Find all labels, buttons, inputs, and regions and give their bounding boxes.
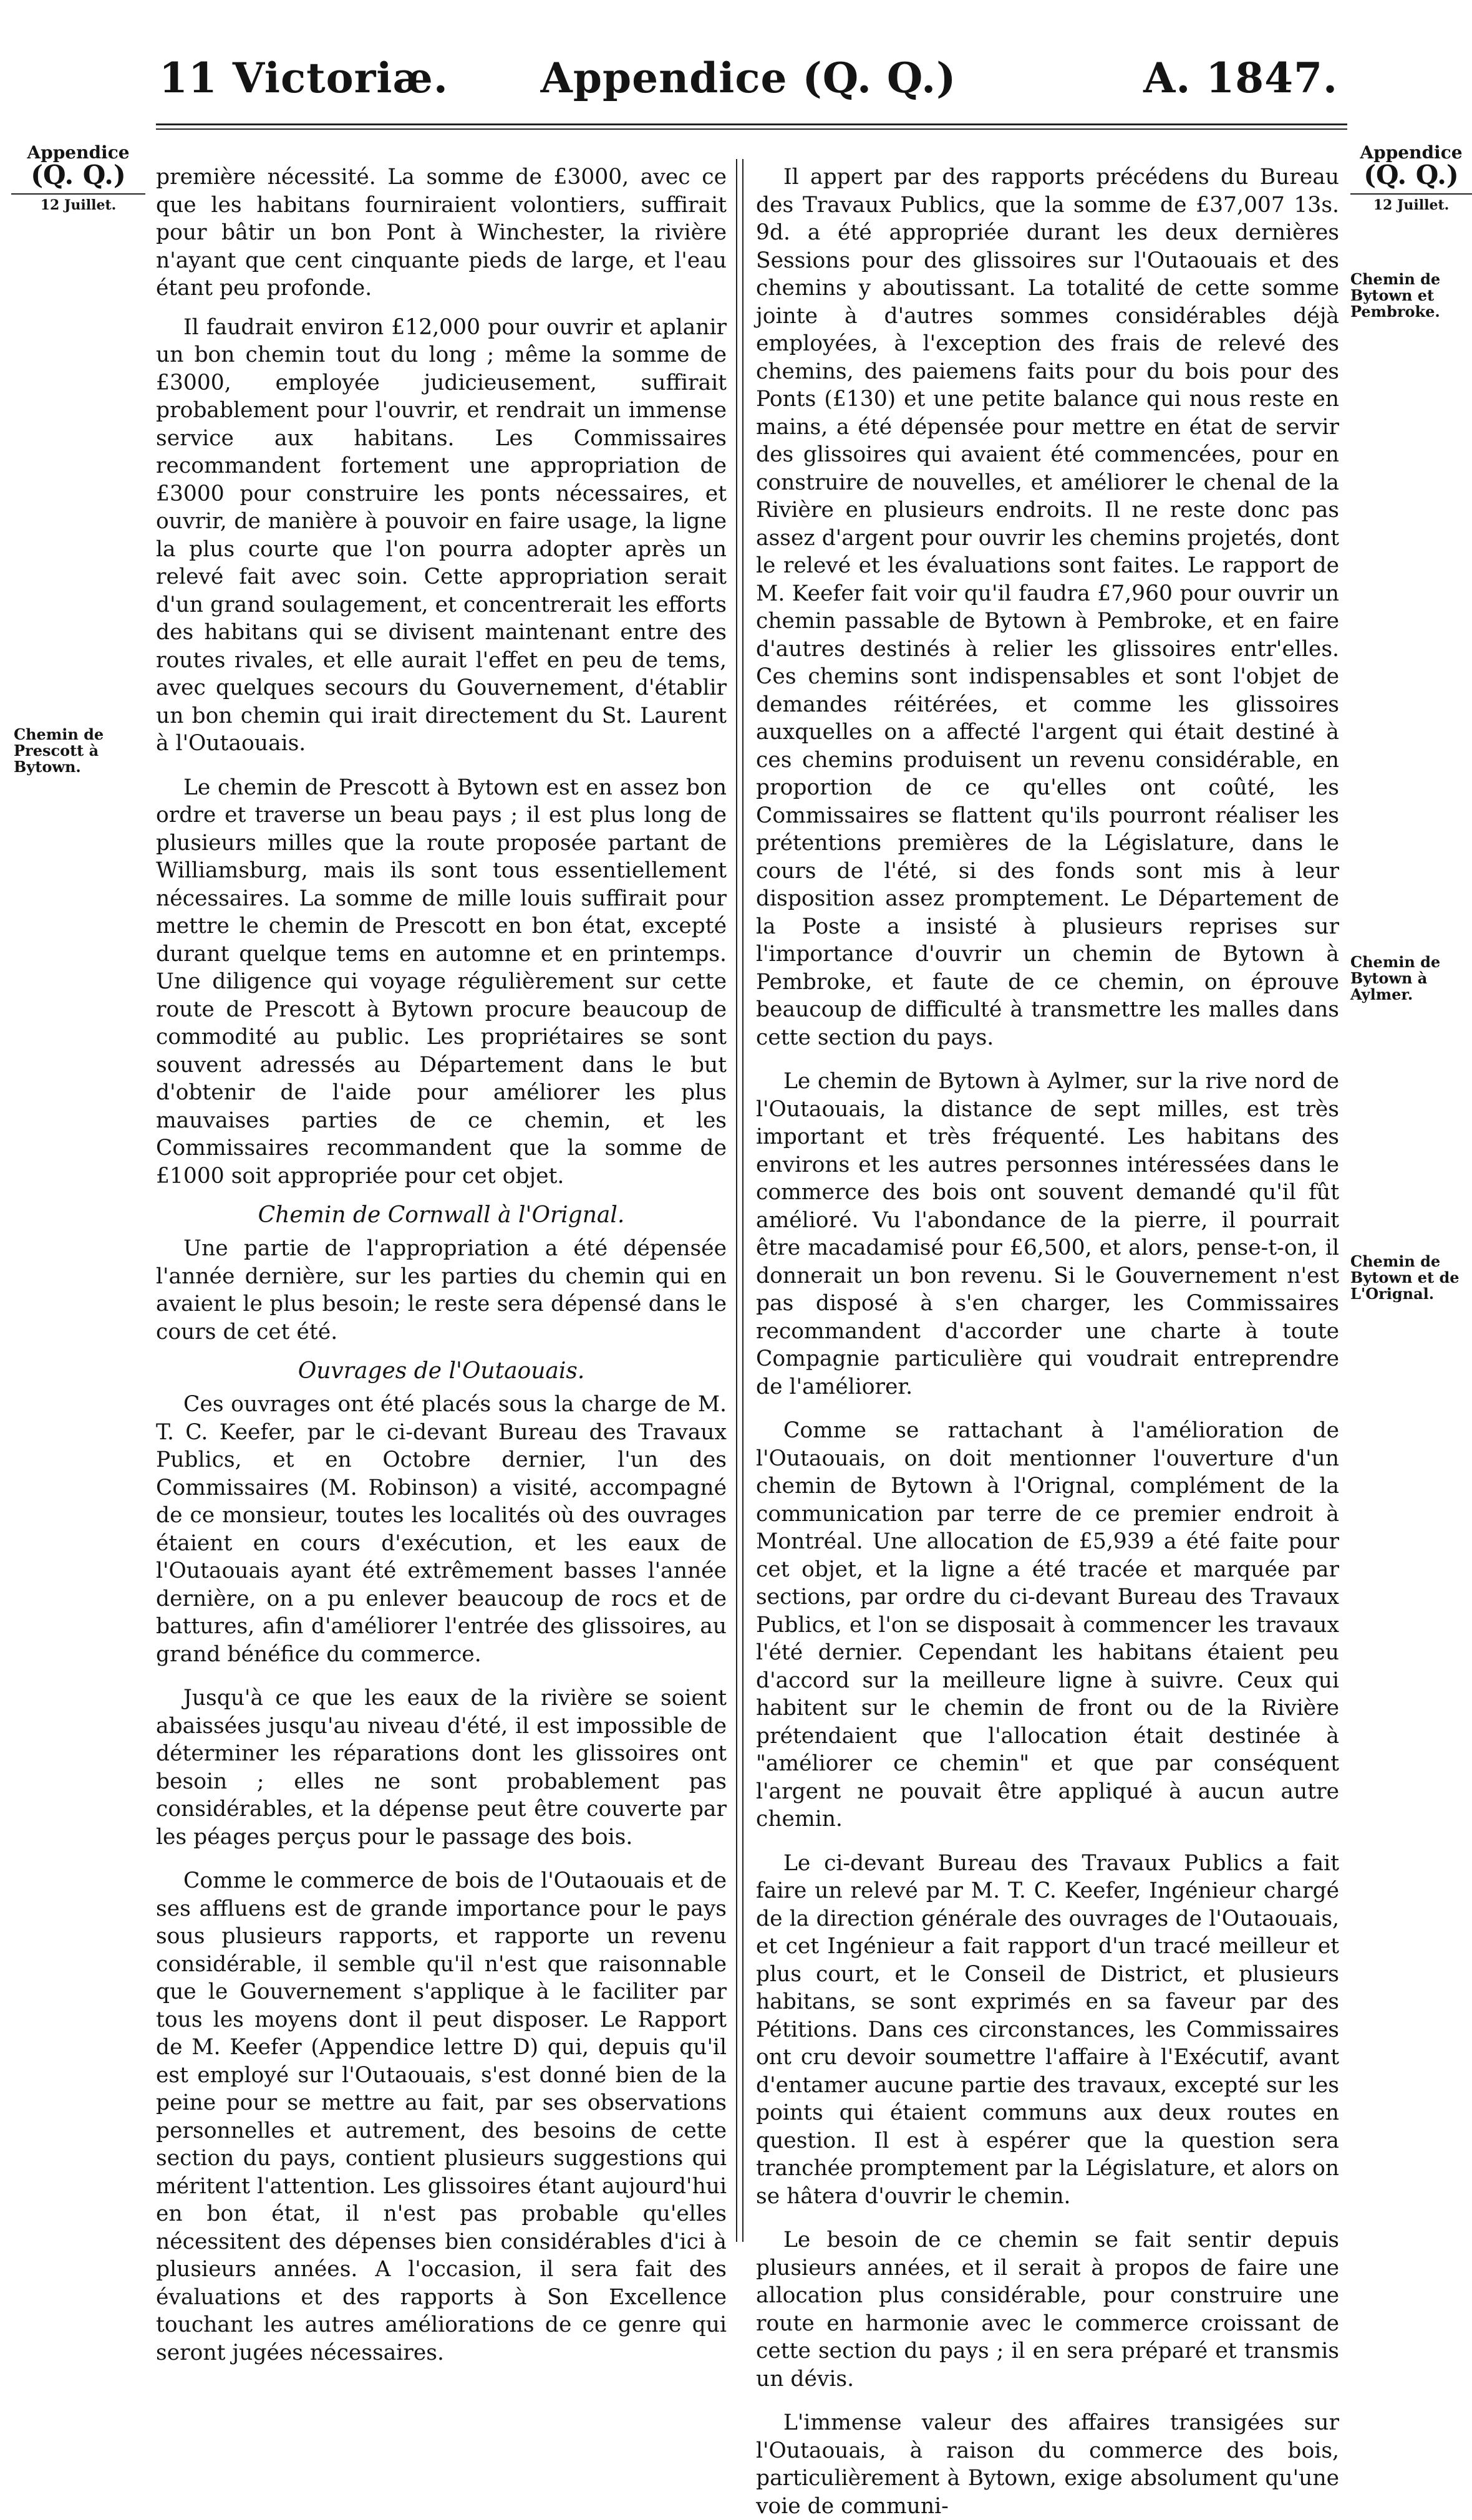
right-column (756, 163, 1339, 2519)
section-heading: Ouvrages de l'Outaouais. (298, 1358, 585, 1384)
header-rule (156, 123, 1347, 125)
margin-appendix-left (11, 142, 145, 213)
page-header (159, 44, 1338, 112)
header-year: A. 1847. (1143, 54, 1338, 102)
margin-appendix-code: (Q. Q.) (31, 160, 126, 190)
margin-note-pembroke: Chemin de Bytown et Pembroke. (1350, 270, 1441, 321)
margin-note-aylmer: Chemin de Bytown à Aylmer. (1350, 953, 1441, 1003)
margin-date: 12 Juillet. (1350, 193, 1472, 213)
paragraph: Le chemin de Bytown à Aylmer, sur la rive nord de l'Outaouais, la distance de sept milles, est très important et très fréquenté. Les habitans des environs et les autres personnes intéressées dans le commerce des bois ont souvent demandé qu'il fût amélioré. Vu l'abondance de la pierre, il pourrait être macadamisé pour £6,500, et alors, pense-t-on, il donnerait un bon revenu. Si le Gouvernement n'est pas disposé à s'en charger, les Commissaires recommandent d'accorder une charte à toute Compagnie particulière qui voudrait entreprendre de l'améliorer. (756, 1069, 1339, 1399)
paragraph: Le chemin de Prescott à Bytown est en assez bon ordre et traverse un beau pays ; il est plus long de plusieurs milles que la route proposée partant de Williamsburg, mais ils sont tous essentiellement nécessaires. La somme de mille louis suffirait pour mettre le chemin de Prescott en bon état, excepté durant quelque tems en automne et en printemps. Une diligence qui voyage régulièrement sur cette route de Prescott à Bytown procure beaucoup de commodité au public. Les propriétaires se sont souvent adressés au Département dans le but d'obtenir de l'aide pour améliorer les plus mauvaises parties de ce chemin, et les Commissaires recommandent que la somme de £1000 soit appropriée pour cet objet. (156, 775, 727, 1189)
margin-appendix-label: Appendice (1360, 142, 1463, 163)
margin-note-prescott: Chemin de Prescott à Bytown. (14, 725, 104, 776)
paragraph: première nécessité. La somme de £3000, avec ce que les habitans fourniraient volontiers, suffirait pour bâtir un bon Pont à Winchester, la rivière n'ayant que cent cinquante pieds de large, et l'eau étant peu profonde. (156, 165, 727, 301)
header-rule-double (156, 128, 1347, 130)
paragraph: Une partie de l'appropriation a été dépensée l'année dernière, sur les parties du chemin qui en avaient le plus besoin; le reste sera dépensé dans le cours de cet été. (156, 1236, 727, 1344)
paragraph: Il appert par des rapports précédens du Bureau des Travaux Publics, que la somme de £37,007 13s. 9d. a été appropriée durant les deux dernières Sessions pour des glissoires sur l'Outaouais et des chemins y aboutissant. La totalité de cette somme jointe à d'autres sommes considérables déjà employées, à l'exception des frais de relevé des chemins, des paiemens faits pour du bois pour des Ponts (£130) et une petite balance qui nous reste en mains, a été dépensée pour mettre en état de servir des glissoires qui avaient été commencées, pour en construire de nouvelles, et améliorer le chenal de la Rivière en plusieurs endroits. Il ne reste donc pas assez d'argent pour ouvrir les chemins projetés, dont le relevé et les évaluations sont faites. Le rapport de M. Keefer fait voir qu'il faudra £7,960 pour ouvrir un chemin passable de Bytown à Pembroke, et en faire d'autres destinés à relier les glissoires entr'elles. Ces chemins sont indispensables et sont l'objet de demandes réitérées, et comme les glissoires auxquelles on a affecté l'argent qui était destiné à ces chemins produisent un revenu considérable, en proportion de ce qu'elles ont coûté, les Commissaires se flattent qu'ils pourront réaliser les prétentions premières de la Législature, dans le cours de l'été, si des fonds sont mis à leur disposition assez promptement. Le Département de la Poste a insisté à plusieurs reprises sur l'importance d'ouvrir un chemin de Bytown à Pembroke, et faute de ce chemin, on éprouve beaucoup de difficulté à transmettre les malles dans cette section du pays. (756, 165, 1339, 1050)
paragraph: Le besoin de ce chemin se fait sentir depuis plusieurs années, et il serait à propos de faire une allocation plus considérable, pour construire une route en harmonie avec le commerce croissant de cette section du pays ; il en sera préparé et transmis un dévis. (756, 2228, 1339, 2392)
paragraph: Comme le commerce de bois de l'Outaouais et de ses affluens est de grande importance pour le pays sous plusieurs rapports, et rapporte un revenu considérable, il semble qu'il n'est que raisonnable que le Gouvernement s'applique à le faciliter par tous les moyens dont il peut disposer. Le Rapport de M. Keefer (Appendice lettre D) qui, depuis qu'il est employé sur l'Outaouais, s'est donné bien de la peine pour se mettre au fait, par ses observations personnelles et autrement, des besoins de cette section du pays, contient plusieurs suggestions qui méritent l'attention. Les glissoires étant aujourd'hui en bon état, il n'est pas probable qu'elles nécessitent des dépenses bien considérables d'ici à plusieurs années. A l'occasion, il sera fait des évaluations et des rapports à Son Excellence touchant les autres améliorations de ce genre qui seront jugées nécessaires. (156, 1868, 727, 2365)
paragraph: Jusqu'à ce que les eaux de la rivière se soient abaissées jusqu'au niveau d'été, il est impossible de déterminer les réparations dont les glissoires ont besoin ; elles ne sont probablement pas considérables, et la dépense peut être couverte par les péages perçus pour le passage des bois. (156, 1686, 727, 1850)
margin-appendix-code: (Q. Q.) (1363, 160, 1459, 190)
margin-note-orignal: Chemin de Bytown et de L'Orignal. (1350, 1252, 1460, 1303)
header-appendix: Appendice (Q. Q.) (540, 54, 957, 102)
column-divider (736, 159, 737, 2242)
left-column (156, 163, 727, 2365)
header-session: 11 Victoriæ. (159, 54, 448, 102)
margin-appendix-right (1350, 142, 1472, 213)
section-heading: Chemin de Cornwall à l'Orignal. (258, 1202, 625, 1228)
paragraph: Il faudrait environ £12,000 pour ouvrir et aplanir un bon chemin tout du long ; même la somme de £3000, employée judicieusement, suffirait probablement pour l'ouvrir, et rendrait un immense service aux habitans. Les Commissaires recommandent fortement une appropriation de £3000 pour construire les ponts nécessaires, et ouvrir, de manière à pouvoir en faire usage, la ligne la plus courte que l'on pourra adopter après un relevé fait avec soin. Cette appropriation serait d'un grand soulagement, et concentrerait les efforts des habitans qui se divisent maintenant entre des routes rivales, et elle aurait l'effet en peu de tems, avec quelques secours du Gouvernement, d'établir un bon chemin qui irait directement du St. Laurent à l'Outaouais. (156, 314, 727, 756)
paragraph: Le ci-devant Bureau des Travaux Publics a fait faire un relevé par M. T. C. Keefer, Ingénieur chargé de la direction générale des ouvrages de l'Outaouais, et cet Ingénieur a fait rapport d'un tracé meilleur et plus court, et le Conseil de District, et plusieurs habitans, se sont exprimés en sa faveur par des Pétitions. Dans ces circonstances, les Commissaires ont cru devoir soumettre l'affaire à l'Exécutif, avant d'entamer aucune partie des travaux, excepté sur les points qui étaient communs aux deux routes en question. Il est à espérer que la question sera tranchée promptement par la Législature, et alors on se hâtera d'ouvrir le chemin. (756, 1850, 1339, 2209)
paragraph: L'immense valeur des affaires transigées sur l'Outaouais, à raison du commerce des bois, particulièrement à Bytown, exige absolument qu'une voie de communi- (756, 2410, 1339, 2519)
margin-date: 12 Juillet. (11, 193, 145, 213)
paragraph: Ces ouvrages ont été placés sous la charge de M. T. C. Keefer, par le ci-devant Bureau des Travaux Publics, et en Octobre dernier, l'un des Commissaires (M. Robinson) a visité, accompagné de ce monsieur, toutes les localités où des ouvrages étaient en cours d'exécution, et les eaux de l'Outaouais ayant été extrêmement basses l'année dernière, on a pu enlever beaucoup de rocs et de battures, afin d'améliorer l'entrée des glissoires, au grand bénéfice du commerce. (156, 1392, 727, 1667)
paragraph: Comme se rattachant à l'amélioration de l'Outaouais, on doit mentionner l'ouverture d'un chemin de Bytown à l'Orignal, complément de la communication par terre de ce premier endroit à Montréal. Une allocation de £5,939 a été faite pour cet objet, et la ligne a été tracée et marquée par sections, par ordre du ci-devant Bureau des Travaux Publics, et l'on se disposait à commencer les travaux l'été dernier. Cependant les habitans étaient peu d'accord sur la meilleure ligne à suivre. Ceux qui habitent sur le chemin de front ou de la Rivière prétendaient que l'allocation était destinée à "améliorer ce chemin" et que par conséquent l'argent ne pouvait être appliqué à aucun autre chemin. (756, 1418, 1339, 1832)
margin-appendix-label: Appendice (27, 142, 130, 163)
column-divider-double (742, 159, 743, 2242)
